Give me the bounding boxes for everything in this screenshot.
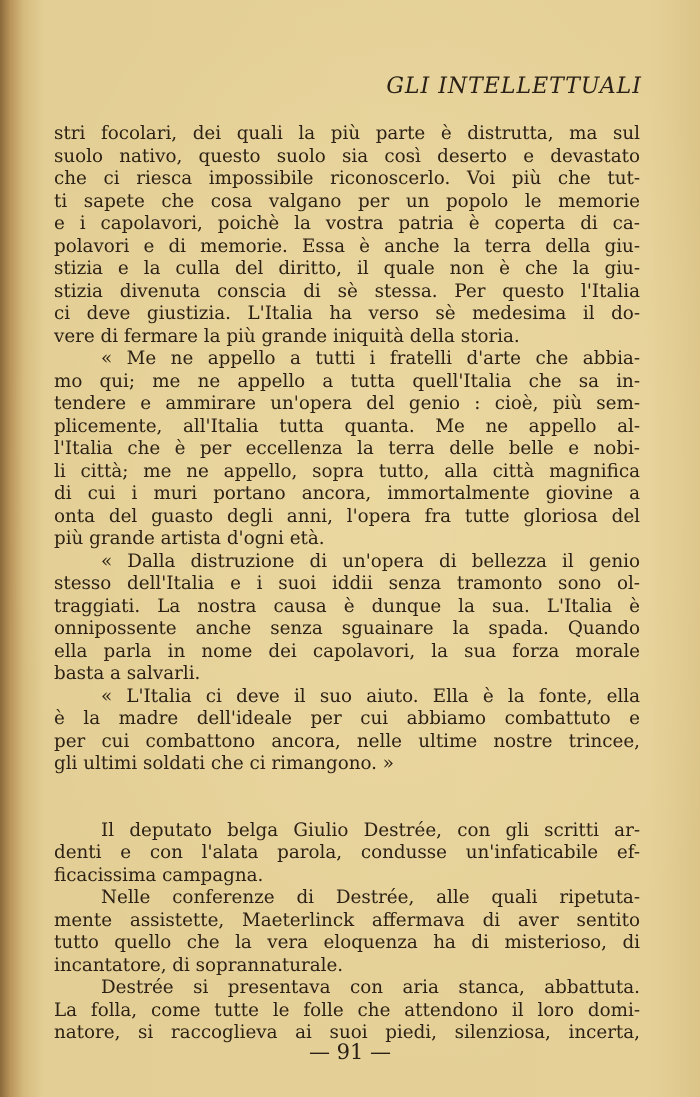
text-line: La folla, come tutte le folle che attendono il loro domi- xyxy=(54,999,640,1021)
text-line: ci deve giustizia. L'Italia ha verso sè medesima il do- xyxy=(54,303,640,324)
text-line: onnipossente anche senza sguainare la spada. Quando xyxy=(54,618,640,639)
text-line: Destrée si presentava con aria stanca, abbattuta. xyxy=(101,977,640,998)
text-line: basta a salvarli. xyxy=(54,663,201,684)
text-line: stesso dell'Italia e i suoi iddii senza tramonto sono ol- xyxy=(54,573,640,594)
running-header: GLI INTELLETTUALI xyxy=(386,74,642,99)
paragraph-gap xyxy=(54,776,640,820)
text-line: mente assistette, Maeterlinck affermava di aver sentito xyxy=(54,909,640,931)
text-line: è la madre dell'ideale per cui abbiamo combattuto e xyxy=(54,708,640,729)
text-line: traggiati. La nostra causa è dunque la sua. L'Italia è xyxy=(54,595,640,617)
text-line: e i capolavori, poichè la vostra patria è coperta di ca- xyxy=(54,213,640,234)
text-line: l'Italia che è per eccellenza la terra delle belle e nobi- xyxy=(54,438,640,459)
text-line: incantatore, di soprannaturale. xyxy=(54,954,344,976)
page-number: — 91 — xyxy=(308,1040,392,1064)
text-line: che ci riesca impossibile riconoscerlo. Voi più che tut- xyxy=(54,168,640,189)
text-line: per cui combattono ancora, nelle ultime nostre trincee, xyxy=(54,730,640,752)
text-line: gli ultimi soldati che ci rimangono. » xyxy=(54,753,394,774)
text-line: natore, si raccoglieva ai suoi piedi, silenziosa, incerta, xyxy=(54,1022,640,1043)
text-line: vere di fermare la più grande iniquità della storia. xyxy=(54,325,520,347)
text-line: tendere e ammirare un'opera del genio : cioè, più sem- xyxy=(54,393,640,414)
text-line: denti e con l'alata parola, condusse un'infaticabile ef- xyxy=(54,842,640,863)
text-line: ti sapete che cosa valgano per un popolo le memorie xyxy=(54,190,640,212)
text-line: di cui i muri portano ancora, immortalmente giovine a xyxy=(54,483,640,504)
text-line: Nelle conferenze di Destrée, alle quali ripetuta- xyxy=(101,887,640,908)
text-line: plicemente, all'Italia tutta quanta. Me ne appello al- xyxy=(54,415,640,437)
text-line: Il deputato belga Giulio Destrée, con gli scritti ar- xyxy=(101,819,640,841)
text-line: tutto quello che la vera eloquenza ha di misterioso, di xyxy=(54,932,640,953)
text-line: suolo nativo, questo suolo sia così deserto e devastato xyxy=(54,145,640,167)
text-line: stizia e la culla del diritto, il quale non è che la giu- xyxy=(54,258,640,279)
text-line: ficacissima campagna. xyxy=(54,864,264,886)
text-line: polavori e di memorie. Essa è anche la terra della giu- xyxy=(54,235,640,257)
text-line: « L'Italia ci deve il suo aiuto. Ella è la fonte, ella xyxy=(101,685,640,707)
text-line: più grande artista d'ogni età. xyxy=(54,528,325,549)
text-line: ella parla in nome dei capolavori, la sua forza morale xyxy=(54,640,640,662)
text-line: onta del guasto degli anni, l'opera fra tutte gloriosa del xyxy=(54,505,640,527)
text-line: stri focolari, dei quali la più parte è distrutta, ma sul xyxy=(54,123,640,144)
text-line: « Dalla distruzione di un'opera di bellezza il genio xyxy=(101,550,640,572)
text-line: li città; me ne appello, sopra tutto, alla città magnifica xyxy=(54,460,640,482)
page-body xyxy=(54,123,640,1045)
text-line: stizia divenuta conscia di sè stessa. Per questo l'Italia xyxy=(54,280,640,302)
text-line: « Me ne appello a tutti i fratelli d'arte che abbia- xyxy=(101,348,640,369)
text-line: mo qui; me ne appello a tutta quell'Italia che sa in- xyxy=(54,370,640,392)
